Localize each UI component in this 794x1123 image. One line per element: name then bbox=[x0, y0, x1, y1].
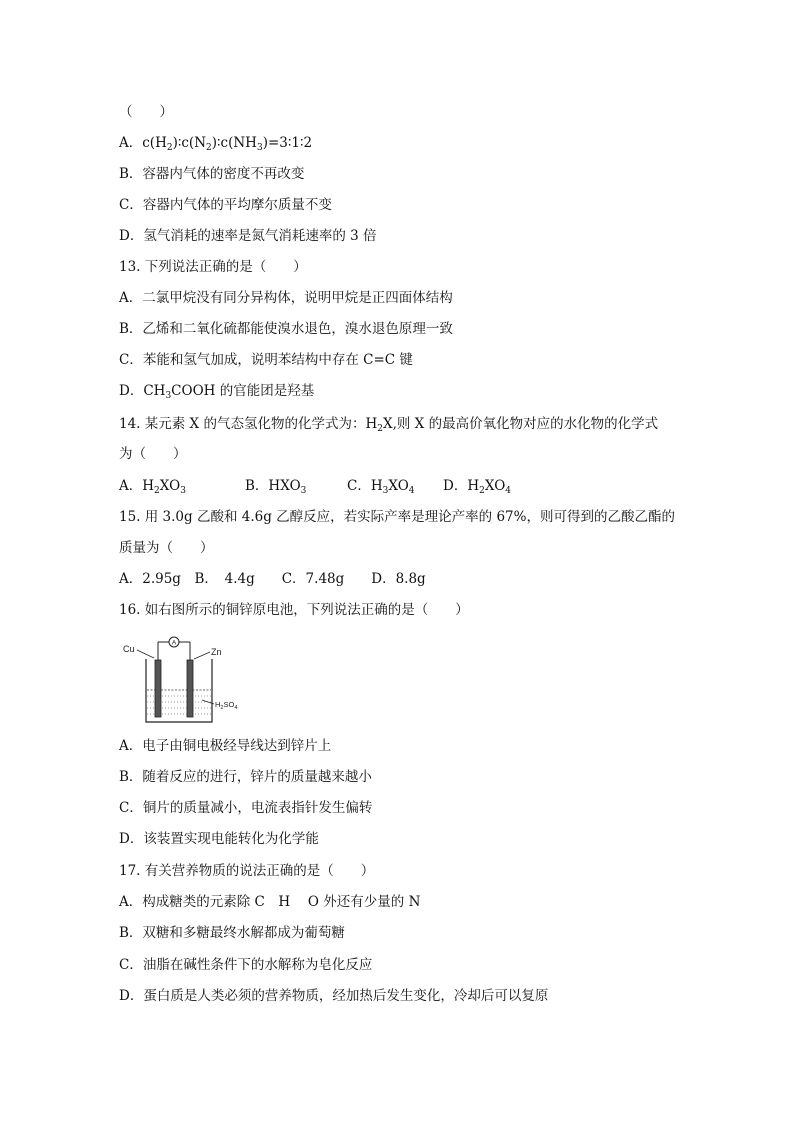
q13-option-a: A．二氯甲烷没有同分异构体，说明甲烷是正四面体结构 bbox=[119, 290, 453, 306]
q13-option-c: C．苯能和氢气加成，说明苯结构中存在 C=C 键 bbox=[119, 352, 413, 368]
q17-option-b: B．双糖和多糖最终水解都成为葡萄糖 bbox=[119, 925, 345, 941]
q12-option-d: D．氢气消耗的速率是氮气消耗速率的 3 倍 bbox=[119, 228, 377, 244]
q12-option-a: A．$c(H_2)∶c(N_2)∶c(NH_3)=3∶1∶2$ bbox=[119, 135, 313, 153]
zinc-leader bbox=[194, 652, 210, 659]
q16-stem: 16. 如右图所示的铜锌原电池，下列说法正确的是（ ） bbox=[119, 602, 469, 618]
q13-stem: 13. 下列说法正确的是（ ） bbox=[119, 259, 307, 275]
q12-option-c: C．容器内气体的平均摩尔质量不变 bbox=[119, 197, 332, 213]
zinc-electrode bbox=[187, 660, 193, 717]
q14-option-c: C．$H_3XO_4$ bbox=[347, 478, 415, 496]
q13-option-b: B．乙烯和二氧化硫都能使溴水退色，溴水退色原理一致 bbox=[119, 321, 453, 337]
q17-option-a: A．构成糖类的元素除 C H O 外还有少量的 N bbox=[119, 894, 421, 910]
copper-leader bbox=[137, 650, 154, 658]
copper-electrode bbox=[155, 660, 161, 717]
q14-stem-cont: 为（ ） bbox=[119, 446, 187, 462]
q17-stem: 17. 有关营养物质的说法正确的是（ ） bbox=[119, 863, 375, 879]
q14-stem: 14. 某元素 X 的气态氢化物的化学式为：$H_2X$,则 X 的最高价氧化物对应的水化物的化学式 bbox=[119, 416, 659, 434]
copper-label: Cu bbox=[123, 644, 135, 654]
acid-label: $H_2SO_4$ bbox=[215, 700, 238, 711]
zinc-label: Zn bbox=[211, 647, 222, 657]
q16-option-c: C．铜片的质量减小，电流表指针发生偏转 bbox=[119, 800, 373, 816]
q14-option-d: D．$H_2XO_4$ bbox=[443, 478, 512, 496]
q16-option-b: B．随着反应的进行，锌片的质量越来越小 bbox=[119, 769, 372, 785]
q14-options bbox=[119, 476, 511, 496]
q17-option-c: C．油脂在碱性条件下的水解称为皂化反应 bbox=[119, 957, 373, 973]
q14-option-a: A．$H_2XO_3$ bbox=[119, 478, 186, 496]
q16-option-d: D．该装置实现电能转化为化学能 bbox=[119, 831, 319, 847]
q15-options: A．2.95g B． 4.4g C．7.48g D．8.8g bbox=[119, 571, 426, 587]
galvanic-cell-diagram bbox=[120, 630, 250, 730]
q14-option-b: B．$HXO_3$ bbox=[245, 478, 307, 496]
q17-option-d: D．蛋白质是人类必须的营养物质，经加热后发生变化，冷却后可以复原 bbox=[119, 988, 549, 1004]
q15-stem: 15. 用 3.0g 乙酸和 4.6g 乙醇反应，若实际产率是理论产率的 67%，则可得到的乙酸乙酯的 bbox=[119, 509, 675, 525]
q15-stem-cont: 质量为（ ） bbox=[119, 540, 214, 556]
q16-option-a: A．电子由铜电极经导线达到锌片上 bbox=[119, 738, 332, 754]
ammeter-label: A bbox=[171, 639, 177, 647]
q12-bracket: （ ） bbox=[119, 104, 173, 120]
q13-option-d: D．$CH_3COOH$ 的官能团是羟基 bbox=[119, 383, 315, 401]
q12-option-b: B．容器内气体的密度不再改变 bbox=[119, 166, 305, 182]
